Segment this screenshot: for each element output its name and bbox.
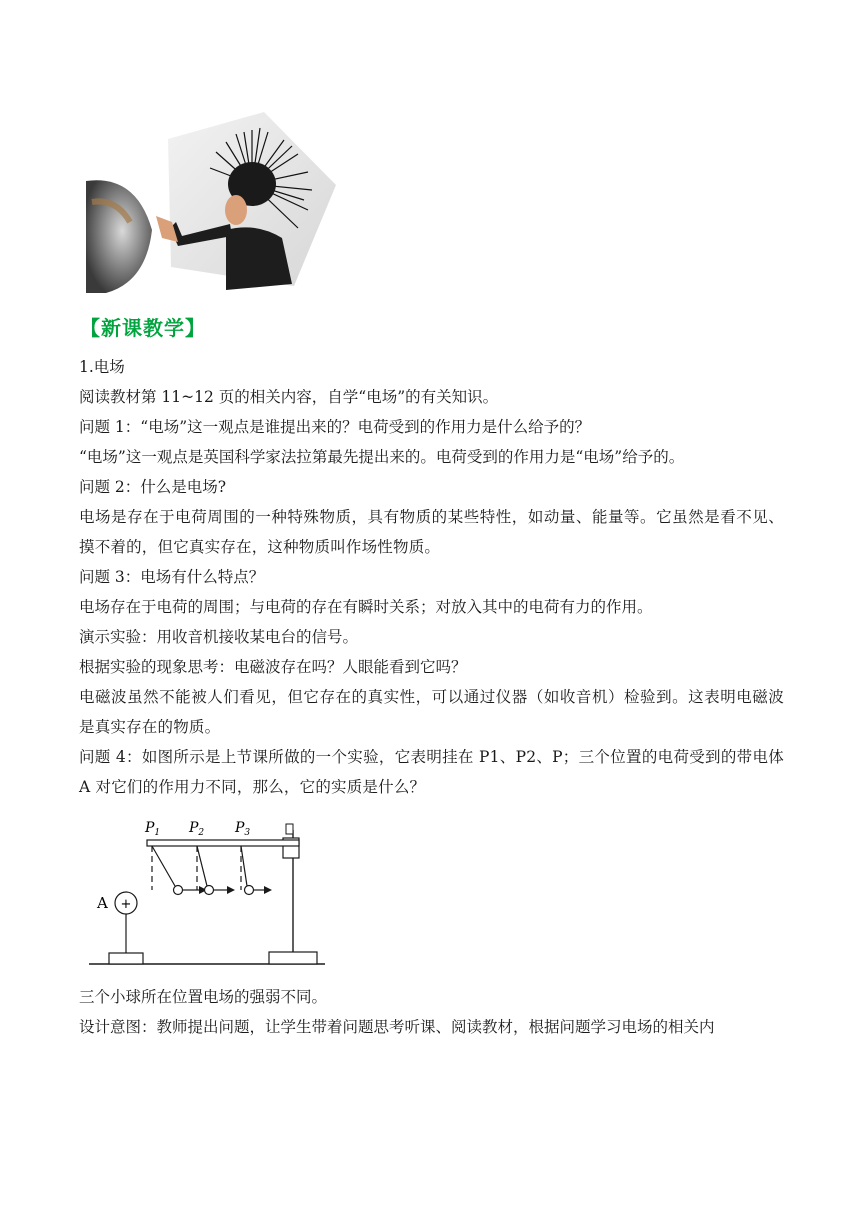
question-4: 问题 4：如图所示是上节课所做的一个实验，它表明挂在 P1、P2、P；三个位置的电荷受到的带电体 A 对它们的作用力不同，那么，它的实质是什么？ bbox=[79, 748, 784, 796]
right-stand-base bbox=[269, 952, 317, 964]
answer-3: 电场存在于电荷的周围；与电荷的存在有瞬时关系；对放入其中的电荷有力的作用。 bbox=[79, 598, 653, 616]
thinking-answer: 电磁波虽然不能被人们看见，但它存在的真实性，可以通过仪器（如收音机）检验到。这表明电磁波是真实存在的物质。 bbox=[79, 688, 784, 736]
question-1: 问题 1：“电场”这一观点是谁提出来的？电荷受到的作用力是什么给予的？ bbox=[79, 418, 591, 436]
pendulum-2 bbox=[197, 846, 235, 895]
answer-1: “电场”这一观点是英国科学家法拉第最先提出来的。电荷受到的作用力是“电场”给予的。 bbox=[79, 448, 685, 466]
answer-4: 三个小球所在位置电场的强弱不同。 bbox=[79, 988, 328, 1006]
design-intent: 设计意图：教师提出问题，让学生带着问题思考听课、阅读教材，根据问题学习电场的相关内 bbox=[79, 1018, 715, 1036]
demo-experiment: 演示实验：用收音机接收某电台的信号。 bbox=[79, 628, 359, 646]
question-3: 问题 3：电场有什么特点？ bbox=[79, 568, 265, 586]
plus-sign: + bbox=[120, 897, 132, 912]
label-p1: $P_1$ bbox=[145, 820, 161, 838]
static-electricity-photo bbox=[86, 112, 346, 297]
subsection-title: 1.电场 bbox=[79, 358, 125, 376]
a-stand-base bbox=[109, 953, 143, 964]
label-p2: $P_2$ bbox=[189, 820, 205, 838]
paragraph: 阅读教材第 11~12 页的相关内容，自学“电场”的有关知识。 bbox=[79, 388, 499, 406]
experiment-diagram bbox=[79, 808, 784, 982]
section-heading: 【新课教学】 bbox=[80, 316, 206, 340]
body-text bbox=[79, 352, 784, 1042]
thinking-question: 根据实验的现象思考：电磁波存在吗？人眼能看到它吗？ bbox=[79, 658, 467, 676]
support-bar bbox=[147, 840, 299, 846]
label-a: A bbox=[97, 894, 108, 912]
pendulum-3 bbox=[241, 846, 272, 895]
label-p3: $P_3$ bbox=[235, 820, 251, 838]
question-2: 问题 2：什么是电场? bbox=[79, 478, 227, 496]
answer-2: 电场是存在于电荷周围的一种特殊物质，具有物质的某些特性，如动量、能量等。它虽然是看不见、摸不着的，但它真实存在，这种物质叫作场性物质。 bbox=[79, 508, 784, 556]
